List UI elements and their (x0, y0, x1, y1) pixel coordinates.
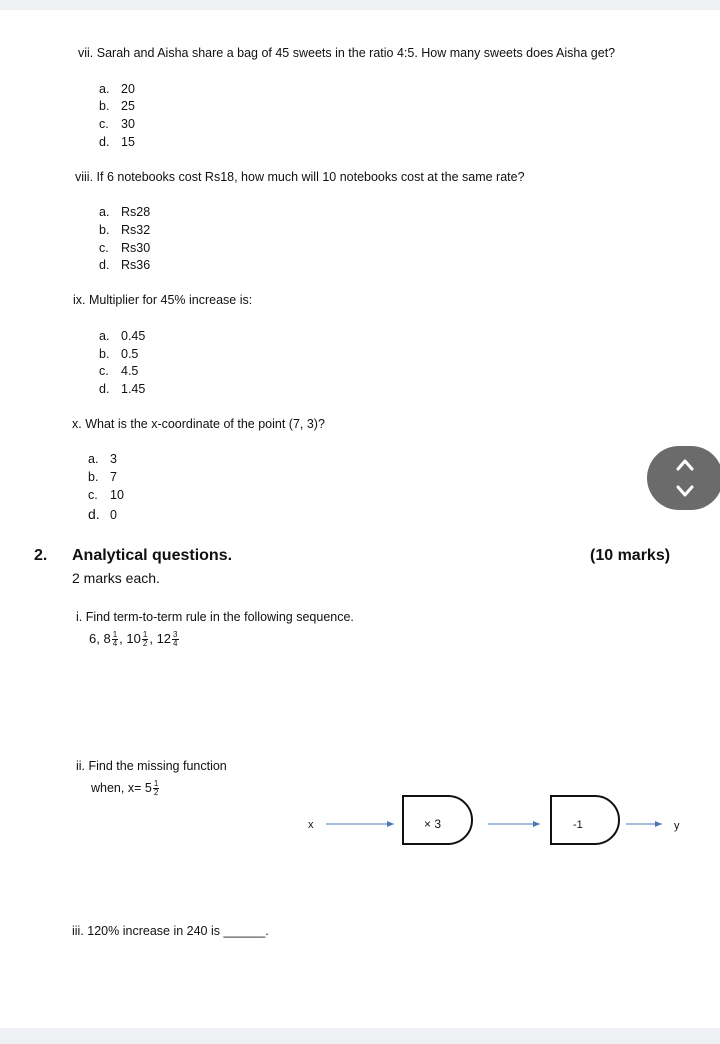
answer-blank[interactable]: ______. (223, 924, 269, 938)
section-number: 2. (34, 547, 48, 564)
section-subtitle: 2 marks each. (72, 570, 160, 586)
question-8-option-c: c. Rs30 (99, 241, 151, 255)
question-9-option-b: b. 0.5 (99, 347, 139, 361)
question-10-option-d: d. 0 (88, 506, 117, 522)
section-marks: (10 marks) (590, 547, 671, 564)
analytical-1-text: i. Find term-to-term rule in the following sequence. (76, 610, 354, 624)
section-title: Analytical questions. (72, 547, 233, 564)
question-9-option-a: a. 0.45 (99, 329, 146, 343)
machine-box-2 (551, 796, 619, 844)
machine-box-2-label: -1 (573, 819, 583, 831)
fraction: $\frac{1}{2}$ (142, 630, 148, 649)
machine-output-label: y (674, 820, 680, 832)
question-10-option-c: c. 10 (88, 488, 124, 502)
worksheet-page (0, 10, 720, 1028)
question-7-option-d: d. 15 (99, 135, 135, 149)
chevron-down-icon[interactable] (676, 482, 694, 500)
function-machine-diagram (0, 10, 720, 1028)
question-7-option-b: b. 25 (99, 99, 135, 113)
machine-box-1-label: × 3 (424, 817, 442, 831)
question-10-option-b: b. 7 (88, 470, 117, 484)
question-9-text: ix. Multiplier for 45% increase is: (73, 293, 253, 307)
sequence: 6, 8 $\frac{1}{4}$ , 10 $\frac{1}{2}$ , 12 $\frac{3}{4}$ (89, 630, 178, 649)
analytical-2-text: ii. Find the missing function (76, 759, 227, 773)
question-7-option-a: a. 20 (99, 82, 135, 96)
question-9-option-c: c. 4.5 (99, 364, 139, 378)
page-navigation-control (647, 446, 720, 510)
question-7-text: vii. Sarah and Aisha share a bag of 45 sweets in the ratio 4:5. How many sweets does Aisha get? (78, 46, 616, 60)
question-9-option-d: d. 1.45 (99, 382, 146, 396)
question-8-option-d: d. Rs36 (99, 258, 151, 272)
machine-input-label: x (308, 819, 314, 831)
chevron-up-icon[interactable] (676, 456, 694, 474)
analytical-3-text: iii. 120% increase in 240 is ______. (72, 924, 269, 938)
question-7-option-c: c. 30 (99, 117, 135, 131)
question-8-text: viii. If 6 notebooks cost Rs18, how much will 10 notebooks cost at the same rate? (75, 170, 525, 184)
fraction: $\frac{1}{4}$ (112, 630, 118, 649)
question-8-option-a: a. Rs28 (99, 205, 151, 219)
question-10-option-a: a. 3 (88, 452, 117, 466)
question-10-text: x. What is the x-coordinate of the point (7, 3)? (72, 417, 325, 431)
fraction: $\frac{1}{2}$ (153, 779, 159, 798)
question-8-option-b: b. Rs32 (99, 223, 151, 237)
when-clause: when, x= 5 $\frac{1}{2}$ (91, 779, 159, 798)
fraction: $\frac{3}{4}$ (173, 630, 178, 649)
